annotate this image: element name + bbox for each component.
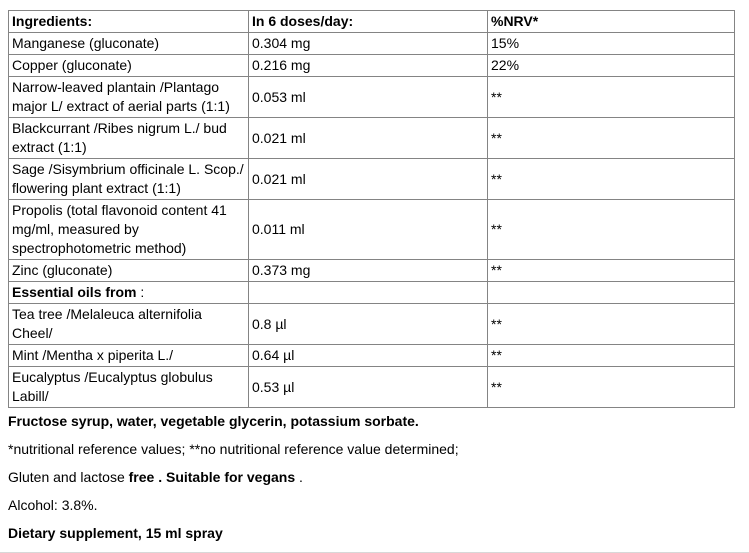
ingredient-cell: Propolis (total flavonoid content 41 mg/ml, measured by spectrophotometric method) [9, 200, 249, 260]
header-doses: In 6 doses/day: [249, 11, 488, 33]
table-row [9, 282, 735, 304]
amount-cell: 0.053 ml [249, 77, 488, 118]
amount-cell: 0.53 µl [249, 367, 488, 408]
table-row [9, 304, 735, 345]
table-row [9, 260, 735, 282]
nrv-cell: ** [488, 159, 735, 200]
ingredient-cell: Sage /Sisymbrium officinale L. Scop./ flowering plant extract (1:1) [9, 159, 249, 200]
ingredient-cell: Tea tree /Melaleuca alternifolia Cheel/ [9, 304, 249, 345]
amount-cell: 0.021 ml [249, 118, 488, 159]
nrv-cell: ** [488, 367, 735, 408]
amount-cell: 0.64 µl [249, 345, 488, 367]
ingredient-cell: Copper (gluconate) [9, 55, 249, 77]
ingredient-cell: Eucalyptus /Eucalyptus globulus Labill/ [9, 367, 249, 408]
ingredient-cell: Zinc (gluconate) [9, 260, 249, 282]
table-row [9, 345, 735, 367]
nrv-cell: ** [488, 77, 735, 118]
amount-cell: 0.011 ml [249, 200, 488, 260]
table-row [9, 200, 735, 260]
nrv-cell: 22% [488, 55, 735, 77]
nrv-footnote-text: *nutritional reference values; **no nutritional reference value determined; [8, 441, 459, 457]
ingredient-cell: Narrow-leaved plantain /Plantago major L/ extract of aerial parts (1:1) [9, 77, 249, 118]
alcohol-content-text: Alcohol: 3.8%. [8, 497, 98, 513]
nrv-cell [488, 282, 735, 304]
ingredient-cell: Mint /Mentha x piperita L./ [9, 345, 249, 367]
ingredient-cell: Manganese (gluconate) [9, 33, 249, 55]
table-row [9, 55, 735, 77]
table-row [9, 33, 735, 55]
table-header-row [9, 11, 735, 33]
nrv-cell: ** [488, 118, 735, 159]
ingredients-table [8, 10, 735, 408]
other-ingredients-text: Fructose syrup, water, vegetable glycerin, potassium sorbate. [8, 413, 419, 429]
ingredient-cell: Blackcurrant /Ribes nigrum L./ bud extract (1:1) [9, 118, 249, 159]
nrv-cell: 15% [488, 33, 735, 55]
nrv-cell: ** [488, 260, 735, 282]
nrv-cell: ** [488, 200, 735, 260]
ingredient-cell: Essential oils from : [9, 282, 249, 304]
header-ingredients: Ingredients: [9, 11, 249, 33]
table-row [9, 367, 735, 408]
nrv-cell: ** [488, 345, 735, 367]
amount-cell: 0.373 mg [249, 260, 488, 282]
table-row [9, 77, 735, 118]
header-nrv: %NRV* [488, 11, 735, 33]
supplement-format-text: Dietary supplement, 15 ml spray [8, 525, 223, 541]
table-row [9, 118, 735, 159]
nrv-cell: ** [488, 304, 735, 345]
amount-cell [249, 282, 488, 304]
ingredients-table-body [9, 33, 735, 408]
amount-cell: 0.304 mg [249, 33, 488, 55]
dietary-suitability-text: Gluten and lactose free . Suitable for vegans . [8, 469, 303, 485]
label-notes [8, 412, 741, 543]
table-row [9, 159, 735, 200]
amount-cell: 0.8 µl [249, 304, 488, 345]
amount-cell: 0.216 mg [249, 55, 488, 77]
amount-cell: 0.021 ml [249, 159, 488, 200]
